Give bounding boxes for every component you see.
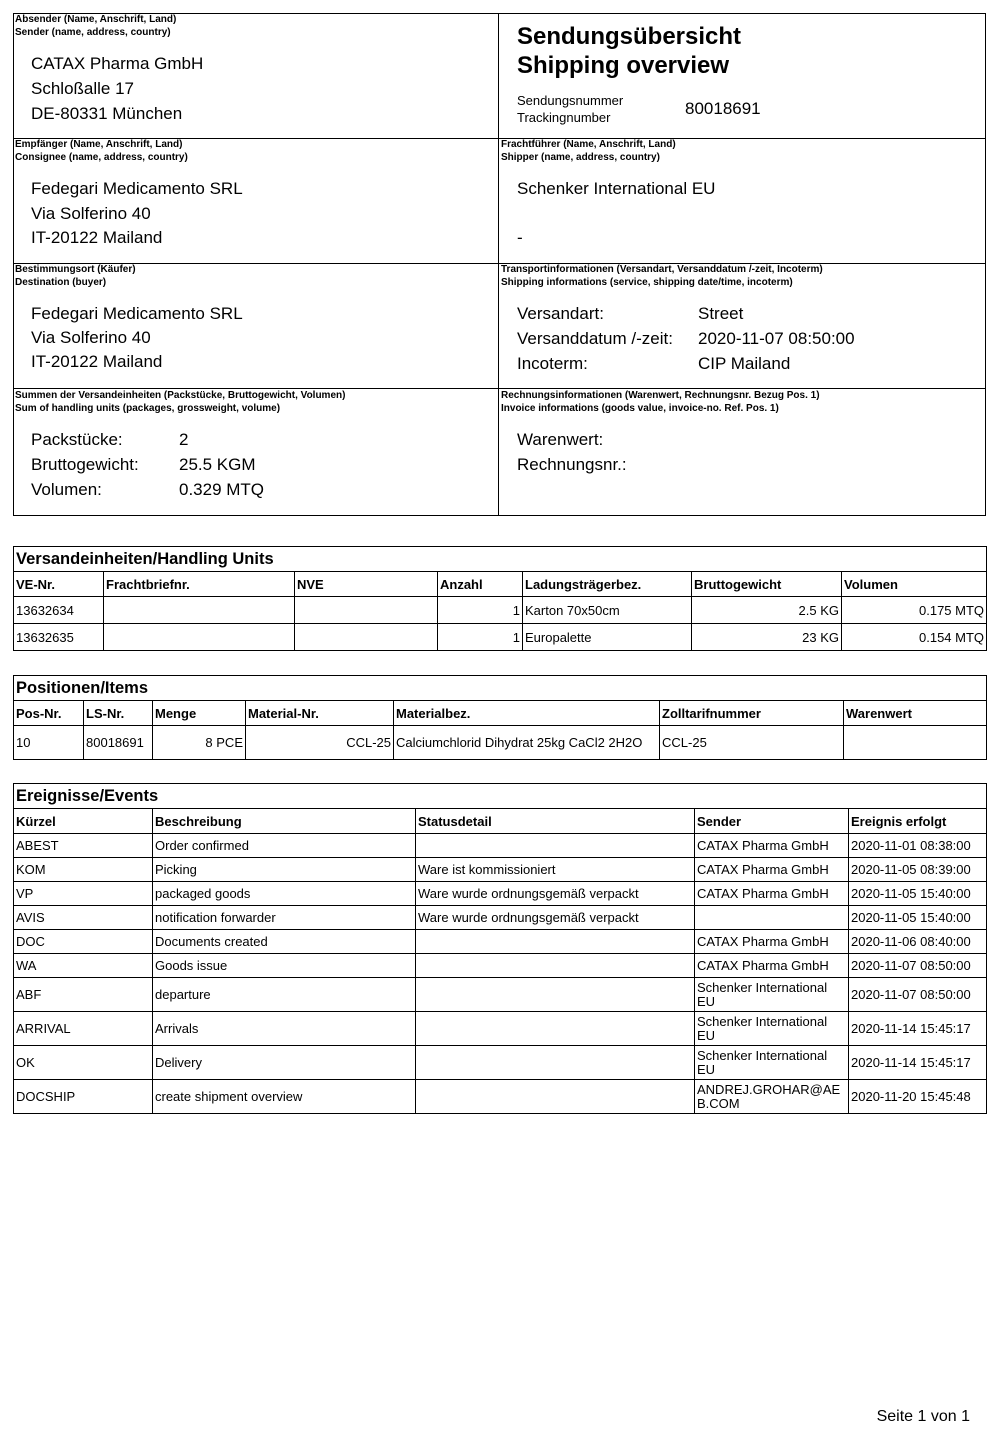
column-header: Warenwert	[844, 701, 987, 726]
transport-value-1: Street	[698, 304, 744, 323]
destination-label-de: Bestimmungsort (Käufer)	[15, 264, 136, 275]
table-cell: 23 KG	[692, 624, 842, 651]
destination-line-3: IT-20122 Mailand	[31, 352, 163, 371]
grid-divider-2	[13, 263, 986, 264]
table-cell: 2020-11-14 15:45:17	[849, 1012, 987, 1046]
page-title-en: Shipping overview	[517, 52, 730, 79]
transport-key-2: Versanddatum /-zeit:	[517, 329, 673, 348]
table-cell: AVIS	[14, 906, 153, 930]
sender-line-3: DE-80331 München	[31, 104, 183, 123]
column-header: Zolltarifnummer	[660, 701, 844, 726]
table-cell	[416, 1080, 695, 1114]
table-cell: 2020-11-07 08:50:00	[849, 954, 987, 978]
sender-label-de: Absender (Name, Anschrift, Land)	[15, 14, 177, 25]
column-header: Pos-Nr.	[14, 701, 84, 726]
address-grid	[13, 13, 986, 516]
table-cell: notification forwarder	[153, 906, 416, 930]
column-header: NVE	[295, 572, 438, 597]
table-cell: 80018691	[84, 726, 153, 760]
sums-label-en: Sum of handling units (packages, grossweight, volume)	[15, 403, 281, 414]
destination-line-2: Via Solferino 40	[31, 328, 151, 347]
items-caption: Positionen/Items	[14, 676, 987, 701]
table-cell: 0.175 MTQ	[842, 597, 987, 624]
sums-key-3: Volumen:	[31, 480, 102, 499]
table-row	[14, 978, 987, 1012]
sums-label-de: Summen der Versandeinheiten (Packstücke, Bruttogewicht, Volumen)	[15, 390, 346, 401]
transport-value-2: 2020-11-07 08:50:00	[698, 329, 855, 348]
table-row	[14, 1080, 987, 1114]
table-cell	[844, 726, 987, 760]
column-header: Ladungsträgerbez.	[523, 572, 692, 597]
table-cell: CCL-25	[660, 726, 844, 760]
table-cell: departure	[153, 978, 416, 1012]
carrier-line-1: Schenker International EU	[517, 179, 716, 198]
page-title-de: Sendungsübersicht	[517, 23, 742, 50]
column-header: Anzahl	[438, 572, 523, 597]
page-number: Seite 1 von 1	[876, 1408, 970, 1425]
table-row	[14, 906, 987, 930]
items-table	[13, 675, 987, 760]
table-cell: 0.154 MTQ	[842, 624, 987, 651]
table-cell: 2020-11-05 15:40:00	[849, 882, 987, 906]
events-table	[13, 783, 987, 1114]
consignee-label-de: Empfänger (Name, Anschrift, Land)	[15, 139, 183, 150]
column-header: Volumen	[842, 572, 987, 597]
column-header: Frachtbriefnr.	[104, 572, 295, 597]
sums-value-2: 25.5 KGM	[179, 455, 256, 474]
table-cell: ABF	[14, 978, 153, 1012]
column-header: LS-Nr.	[84, 701, 153, 726]
table-cell: 10	[14, 726, 84, 760]
table-cell: CATAX Pharma GmbH	[695, 954, 849, 978]
table-row	[14, 1046, 987, 1080]
sender-line-2: Schloßalle 17	[31, 79, 135, 98]
table-cell: 13632635	[14, 624, 104, 651]
carrier-label-de: Frachtführer (Name, Anschrift, Land)	[501, 139, 676, 150]
column-header: Statusdetail	[416, 809, 695, 834]
column-header: Sender	[695, 809, 849, 834]
table-cell: VP	[14, 882, 153, 906]
table-cell: Europalette	[523, 624, 692, 651]
table-cell: 8 PCE	[153, 726, 246, 760]
table-cell	[295, 624, 438, 651]
table-cell: Documents created	[153, 930, 416, 954]
table-cell	[695, 906, 849, 930]
table-cell	[416, 834, 695, 858]
table-row	[14, 624, 987, 651]
sums-key-1: Packstücke:	[31, 430, 123, 449]
table-row	[14, 834, 987, 858]
table-cell: KOM	[14, 858, 153, 882]
table-cell: OK	[14, 1046, 153, 1080]
table-cell	[416, 1012, 695, 1046]
table-cell: create shipment overview	[153, 1080, 416, 1114]
carrier-label-en: Shipper (name, address, country)	[501, 152, 660, 163]
column-header: Material-Nr.	[246, 701, 394, 726]
table-row	[14, 726, 987, 760]
grid-divider-3	[13, 388, 986, 389]
invoice-label-en: Invoice informations (goods value, invoice-no. Ref. Pos. 1)	[501, 403, 779, 414]
carrier-line-3: -	[517, 228, 523, 247]
table-row	[14, 597, 987, 624]
table-cell: Delivery	[153, 1046, 416, 1080]
invoice-label-de: Rechnungsinformationen (Warenwert, Rechnungsnr. Bezug Pos. 1)	[501, 390, 820, 401]
column-header: Kürzel	[14, 809, 153, 834]
table-cell: 1	[438, 624, 523, 651]
table-cell: 2020-11-20 15:45:48	[849, 1080, 987, 1114]
table-cell: 2020-11-05 08:39:00	[849, 858, 987, 882]
tracking-number: 80018691	[685, 99, 761, 118]
invoice-key-2: Rechnungsnr.:	[517, 455, 627, 474]
invoice-key-1: Warenwert:	[517, 430, 604, 449]
table-row	[14, 1012, 987, 1046]
table-cell: 2020-11-14 15:45:17	[849, 1046, 987, 1080]
destination-label-en: Destination (buyer)	[15, 277, 107, 288]
transport-label-de: Transportinformationen (Versandart, Versanddatum /-zeit, Incoterm)	[501, 264, 823, 275]
table-cell	[416, 1046, 695, 1080]
table-cell: 2020-11-06 08:40:00	[849, 930, 987, 954]
table-cell: 2020-11-01 08:38:00	[849, 834, 987, 858]
transport-key-3: Incoterm:	[517, 354, 588, 373]
table-cell: Karton 70x50cm	[523, 597, 692, 624]
column-header: VE-Nr.	[14, 572, 104, 597]
table-cell	[295, 597, 438, 624]
consignee-line-2: Via Solferino 40	[31, 204, 151, 223]
transport-label-en: Shipping informations (service, shipping date/time, incoterm)	[501, 277, 793, 288]
table-cell: ARRIVAL	[14, 1012, 153, 1046]
tracking-label-de: Sendungsnummer	[517, 93, 624, 108]
table-row	[14, 954, 987, 978]
table-cell: Schenker International EU	[695, 1046, 849, 1080]
table-cell: CCL-25	[246, 726, 394, 760]
table-cell: Picking	[153, 858, 416, 882]
sums-value-1: 2	[179, 430, 189, 449]
events-caption: Ereignisse/Events	[14, 784, 987, 809]
consignee-line-1: Fedegari Medicamento SRL	[31, 179, 243, 198]
table-cell: Ware wurde ordnungsgemäß verpackt	[416, 906, 695, 930]
tracking-label-en: Trackingnumber	[517, 110, 611, 125]
column-header: Ereignis erfolgt	[849, 809, 987, 834]
column-header: Menge	[153, 701, 246, 726]
table-cell: CATAX Pharma GmbH	[695, 882, 849, 906]
table-row	[14, 858, 987, 882]
destination-line-1: Fedegari Medicamento SRL	[31, 304, 243, 323]
table-cell: Calciumchlorid Dihydrat 25kg CaCl2 2H2O	[394, 726, 660, 760]
table-cell: Schenker International EU	[695, 978, 849, 1012]
handling-units-caption: Versandeinheiten/Handling Units	[14, 547, 987, 572]
table-cell: Ware wurde ordnungsgemäß verpackt	[416, 882, 695, 906]
column-header: Bruttogewicht	[692, 572, 842, 597]
transport-key-1: Versandart:	[517, 304, 604, 323]
transport-value-3: CIP Mailand	[698, 354, 791, 373]
table-cell: 1	[438, 597, 523, 624]
table-cell: Goods issue	[153, 954, 416, 978]
table-cell: packaged goods	[153, 882, 416, 906]
table-cell	[104, 597, 295, 624]
table-cell: Ware ist kommissioniert	[416, 858, 695, 882]
table-cell: Order confirmed	[153, 834, 416, 858]
table-cell: CATAX Pharma GmbH	[695, 858, 849, 882]
table-cell: CATAX Pharma GmbH	[695, 834, 849, 858]
table-cell	[104, 624, 295, 651]
table-cell: 2020-11-05 15:40:00	[849, 906, 987, 930]
table-cell: 2.5 KG	[692, 597, 842, 624]
consignee-label-en: Consignee (name, address, country)	[15, 152, 188, 163]
table-cell	[416, 978, 695, 1012]
column-header: Materialbez.	[394, 701, 660, 726]
sender-label-en: Sender (name, address, country)	[15, 27, 171, 38]
table-cell: 2020-11-07 08:50:00	[849, 978, 987, 1012]
table-cell: CATAX Pharma GmbH	[695, 930, 849, 954]
table-cell: Arrivals	[153, 1012, 416, 1046]
table-cell: ANDREJ.GROHAR@AEB.COM	[695, 1080, 849, 1114]
table-cell	[416, 930, 695, 954]
table-cell: DOCSHIP	[14, 1080, 153, 1114]
handling-units-table	[13, 546, 987, 651]
table-row	[14, 882, 987, 906]
column-header: Beschreibung	[153, 809, 416, 834]
table-row	[14, 930, 987, 954]
table-cell: WA	[14, 954, 153, 978]
sums-value-3: 0.329 MTQ	[179, 480, 265, 499]
table-cell: 13632634	[14, 597, 104, 624]
table-cell: Schenker International EU	[695, 1012, 849, 1046]
table-cell	[416, 954, 695, 978]
table-cell: DOC	[14, 930, 153, 954]
table-cell: ABEST	[14, 834, 153, 858]
consignee-line-3: IT-20122 Mailand	[31, 228, 163, 247]
sums-key-2: Bruttogewicht:	[31, 455, 139, 474]
grid-divider-vertical	[498, 13, 499, 516]
sender-line-1: CATAX Pharma GmbH	[31, 54, 204, 73]
